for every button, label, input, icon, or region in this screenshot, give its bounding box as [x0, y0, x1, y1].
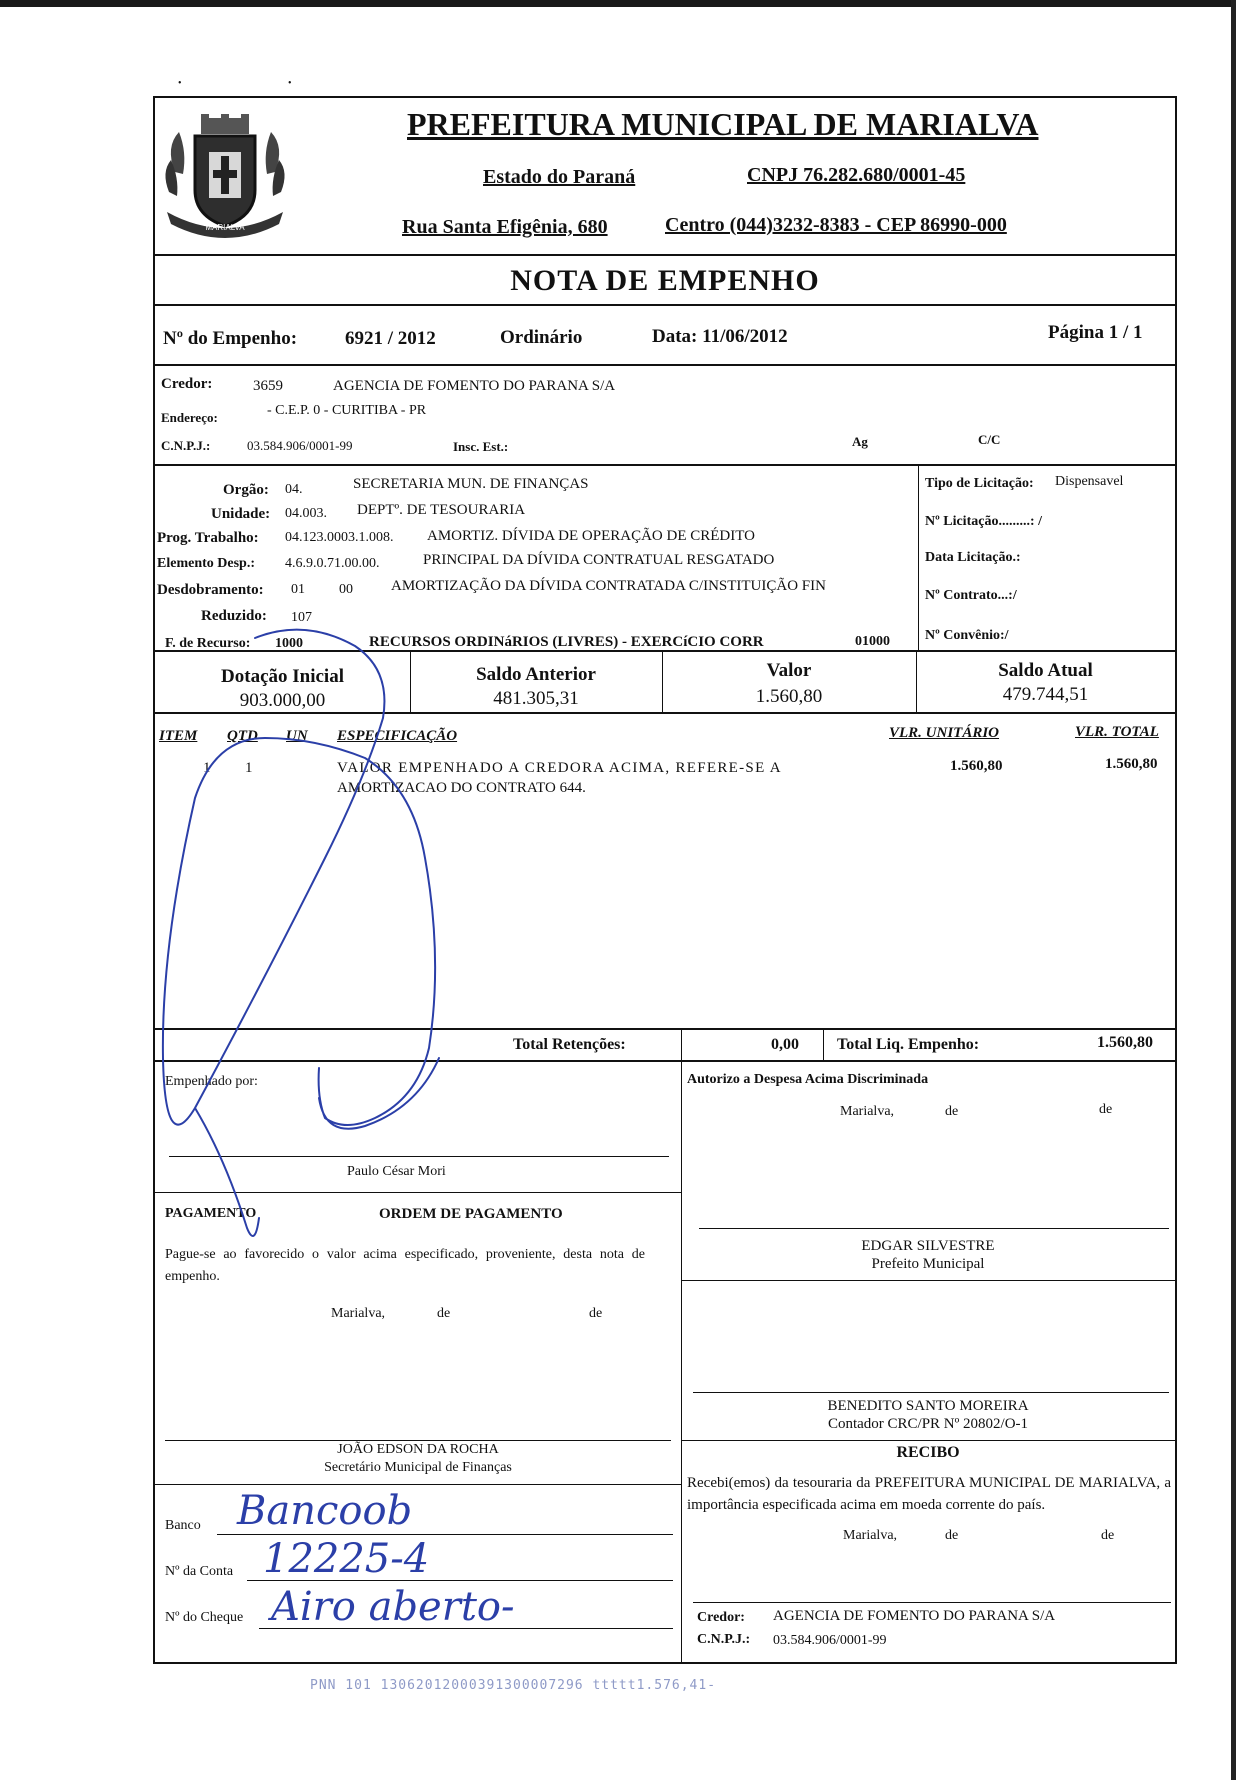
recibo-cnpj-label: C.N.P.J.: [697, 1632, 751, 1647]
credor-name: AGENCIA DE FOMENTO DO PARANA S/A [333, 378, 616, 394]
row-item: 1 [203, 760, 211, 776]
page-number: Página 1 / 1 [1048, 322, 1143, 343]
numero-conta-value: 12225-4 [263, 1536, 430, 1582]
credor-label: Credor: [161, 376, 213, 392]
contador-title: Contador CRC/PR Nº 20802/O-1 [827, 1416, 1029, 1432]
pagamento-de-1: de [437, 1306, 451, 1321]
autorizo-place: Marialva, [840, 1104, 895, 1119]
valor-label: Valor [766, 660, 812, 681]
header-cnpj: CNPJ 76.282.680/0001-45 [747, 164, 966, 186]
bank-processing-stamp: PNN 101 13062012000391300007296 ttttt1.576,41- [310, 1678, 717, 1693]
pagamento-place: Marialva, [331, 1306, 386, 1321]
numero-cheque-label: Nº do Cheque [165, 1610, 244, 1625]
conta-corrente-label: C/C [978, 432, 1001, 447]
col-vlr-unitario: VLR. UNITÁRIO [889, 725, 1000, 741]
total-retencoes-value: 0,00 [771, 1036, 799, 1053]
recibo-de-1: de [945, 1528, 959, 1543]
insc-est-label: Insc. Est.: [453, 439, 509, 454]
unidade-code: 04.003. [285, 506, 327, 521]
tipo-licitacao-label: Tipo de Licitação: [925, 476, 1034, 491]
orgao-label: Orgão: [223, 482, 269, 498]
row-vlr-unitario: 1.560,80 [950, 758, 1003, 774]
cnpj-label: C.N.P.J.: [161, 438, 211, 453]
dotacao-inicial-value: 903.000,00 [239, 690, 326, 711]
col-item: ITEM [159, 728, 198, 744]
desdobramento-name: AMORTIZAÇÃO DA DÍVIDA CONTRATADA C/INSTITUIÇÃO FIN [391, 578, 826, 594]
empenho-number: 6921 / 2012 [345, 328, 436, 349]
empenho-date: Data: 11/06/2012 [652, 326, 788, 347]
recibo-de-2: de [1101, 1528, 1115, 1543]
prefeito-name: EDGAR SILVESTRE [861, 1238, 995, 1254]
recibo-cnpj: 03.584.906/0001-99 [773, 1633, 887, 1648]
col-especificacao: ESPECIFICAÇÃO [337, 728, 458, 744]
desdobramento-code-2: 00 [339, 582, 353, 597]
prog-trabalho-name: AMORTIZ. DÍVIDA DE OPERAÇÃO DE CRÉDITO [427, 528, 755, 544]
empenho-number-label: Nº do Empenho: [163, 328, 298, 349]
ordem-pagamento-text: Pague-se ao favorecido o valor acima especificado, proveniente, desta nota de empenho. [165, 1247, 645, 1284]
col-qtd: QTD [227, 728, 258, 744]
scan-edge-top [0, 0, 1236, 7]
pagamento-label: PAGAMENTO [165, 1206, 257, 1221]
numero-convenio: Nº Convênio:/ [925, 628, 1009, 643]
numero-contrato: Nº Contrato...:/ [925, 588, 1017, 603]
total-liquido-label: Total Liq. Empenho: [837, 1036, 980, 1053]
header-state: Estado do Paraná [483, 166, 636, 188]
recibo-title: RECIBO [896, 1444, 960, 1461]
scan-edge-right [1231, 0, 1236, 1780]
total-retencoes-label: Total Retenções: [513, 1036, 626, 1053]
saldo-atual-value: 479.744,51 [1002, 684, 1089, 705]
header-title: PREFEITURA MUNICIPAL DE MARIALVA [407, 106, 1039, 142]
unidade-name: DEPTº. DE TESOURARIA [357, 502, 526, 518]
autorizo-label: Autorizo a Despesa Acima Discriminada [687, 1072, 929, 1087]
pagamento-de-2: de [589, 1306, 603, 1321]
svg-text:MARIALVA: MARIALVA [205, 223, 245, 232]
row-especificacao-1: VALOR EMPENHADO A CREDORA ACIMA, REFERE-SE A [337, 760, 782, 776]
total-liquido-value: 1.560,80 [1097, 1034, 1153, 1051]
numero-cheque-value: Airo aberto- [271, 1584, 515, 1630]
contador-name: BENEDITO SANTO MOREIRA [827, 1398, 1029, 1414]
elemento-despesa-code: 4.6.9.0.71.00.00. [285, 556, 380, 571]
credor-address: - C.E.P. 0 - CURITIBA - PR [267, 403, 427, 418]
prog-trabalho-code: 04.123.0003.1.008. [285, 530, 394, 545]
recibo-credor-name: AGENCIA DE FOMENTO DO PARANA S/A [773, 1608, 1056, 1624]
recibo-place: Marialva, [843, 1528, 898, 1543]
recibo-text: Recebi(emos) da tesouraria da PREFEITURA MUNICIPAL DE MARIALVA, a importância especificada acima em moeda corrente do país. [687, 1475, 1171, 1513]
desdobramento-code-1: 01 [291, 582, 305, 597]
fonte-recurso-label: F. de Recurso: [165, 636, 251, 651]
row-especificacao-2: AMORTIZACAO DO CONTRATO 644. [337, 780, 586, 796]
col-un: UN [286, 728, 308, 744]
reduzido-label: Reduzido: [201, 608, 267, 624]
banco-label: Banco [165, 1518, 201, 1533]
data-licitacao: Data Licitação.: [925, 550, 1021, 565]
fonte-recurso-code-2: 01000 [855, 634, 890, 649]
empenhado-por-name: Paulo César Mori [347, 1164, 446, 1179]
saldo-anterior-label: Saldo Anterior [476, 664, 596, 685]
numero-conta-label: Nº da Conta [165, 1564, 234, 1579]
elemento-despesa-label: Elemento Desp.: [157, 556, 255, 571]
coat-of-arms-icon [157, 112, 293, 248]
empenho-type: Ordinário [500, 327, 583, 348]
recibo-credor-label: Credor: [697, 1610, 745, 1625]
unidade-label: Unidade: [211, 506, 271, 522]
secretario-title: Secretário Municipal de Finanças [324, 1460, 512, 1475]
document-title: NOTA DE EMPENHO [510, 264, 820, 297]
fonte-recurso-code: 1000 [275, 636, 303, 651]
scan-specks: • • [178, 78, 344, 89]
orgao-name: SECRETARIA MUN. DE FINANÇAS [353, 476, 589, 492]
banco-value: Bancoob [237, 1488, 413, 1534]
dotacao-inicial-label: Dotação Inicial [221, 666, 344, 687]
autorizo-de-1: de [945, 1104, 959, 1119]
saldo-atual-label: Saldo Atual [998, 660, 1093, 681]
reduzido-value: 107 [291, 610, 312, 625]
ordem-pagamento-title: ORDEM DE PAGAMENTO [379, 1206, 563, 1222]
prog-trabalho-label: Prog. Trabalho: [157, 530, 259, 546]
col-vlr-total: VLR. TOTAL [1075, 724, 1159, 740]
numero-licitacao: Nº Licitação.........: / [925, 514, 1042, 529]
letterhead [155, 98, 1175, 254]
header-address: Rua Santa Efigênia, 680 [402, 216, 608, 238]
secretario-name: JOÃO EDSON DA ROCHA [337, 1442, 499, 1457]
credor-code: 3659 [253, 378, 283, 394]
tipo-licitacao: Dispensavel [1055, 474, 1124, 489]
row-vlr-total: 1.560,80 [1105, 756, 1158, 772]
agencia-label: Ag [852, 434, 868, 449]
elemento-despesa-name: PRINCIPAL DA DÍVIDA CONTRATUAL RESGATADO [423, 552, 775, 568]
orgao-code: 04. [285, 482, 303, 497]
credor-cnpj: 03.584.906/0001-99 [247, 438, 353, 453]
saldo-anterior-value: 481.305,31 [493, 688, 579, 709]
header-address-2: Centro (044)3232-8383 - CEP 86990-000 [665, 214, 1007, 236]
row-qtd: 1 [245, 760, 253, 776]
empenhado-por-label: Empenhado por: [165, 1074, 258, 1089]
nota-de-empenho-form [153, 96, 1177, 1664]
valor-value: 1.560,80 [755, 686, 823, 707]
prefeito-title: Prefeito Municipal [871, 1256, 985, 1272]
desdobramento-label: Desdobramento: [157, 582, 264, 598]
endereco-label: Endereço: [161, 410, 218, 425]
autorizo-de-2: de [1099, 1102, 1113, 1117]
fonte-recurso-name: RECURSOS ORDINáRIOS (LIVRES) - EXERCíCIO CORR [369, 634, 764, 650]
